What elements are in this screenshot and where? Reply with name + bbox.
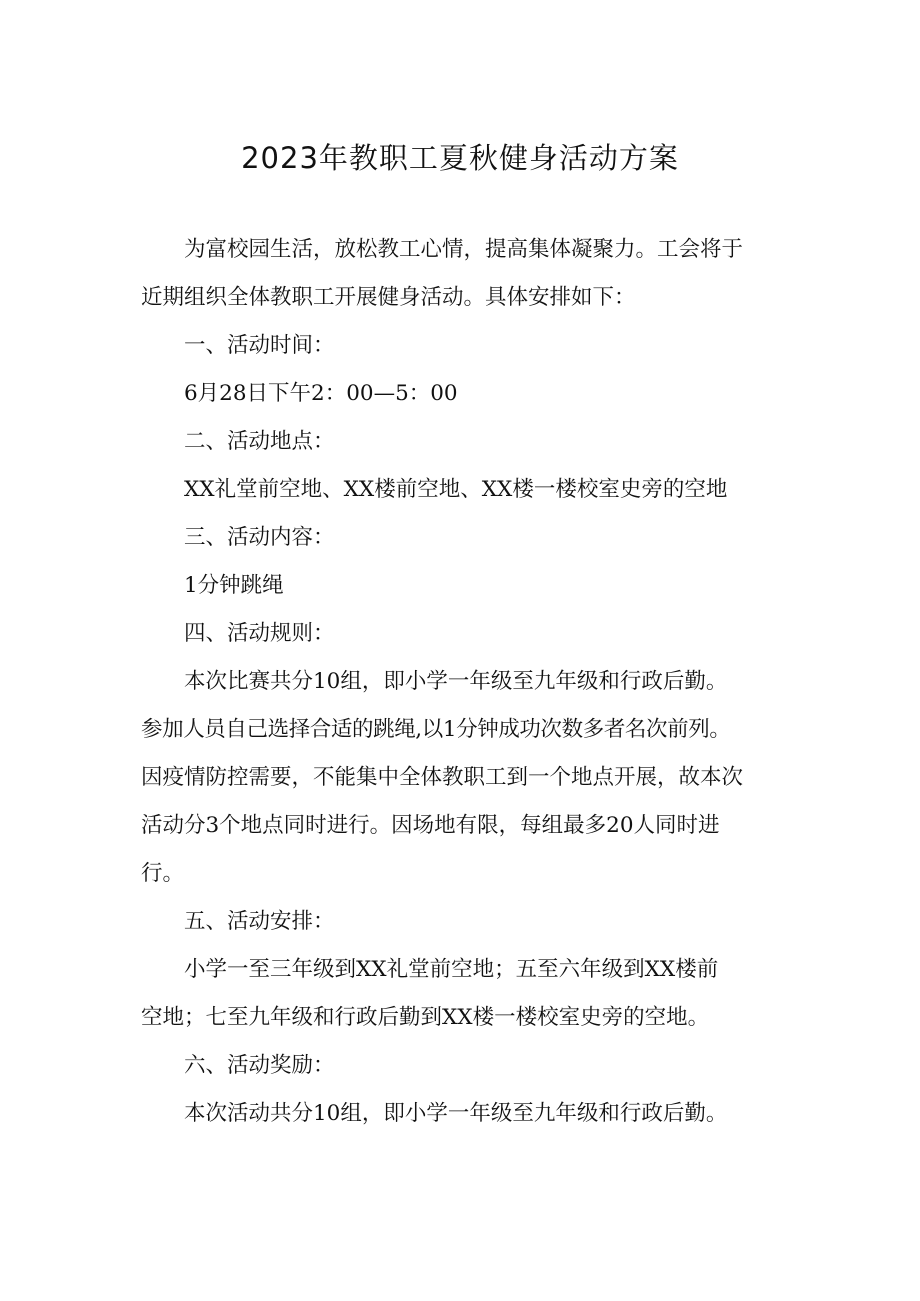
heading-text: 四、活动规则： xyxy=(184,621,335,646)
text-line: XX礼堂前空地、XX楼前空地、XX楼一楼校室史旁的空地 xyxy=(184,477,728,502)
text-line: 本次活动共分10组，即小学一年级至九年级和行政后勤。 xyxy=(184,1101,728,1126)
text-line: 6月28日下午2：00—5：00 xyxy=(184,381,458,406)
heading-text: 一、活动时间： xyxy=(184,333,335,358)
section-heading-content xyxy=(141,514,783,562)
content-paragraph xyxy=(141,562,783,610)
rules-paragraph xyxy=(141,658,783,898)
text-line: 小学一至三年级到XX礼堂前空地；五至六年级到XX楼前 xyxy=(184,957,719,982)
text-line: 活动分3个地点同时进行。因场地有限，每组最多20人同时进 xyxy=(141,813,720,838)
document-body xyxy=(141,226,783,1138)
section-heading-reward xyxy=(141,1042,783,1090)
text-line: 参加人员自己选择合适的跳绳,以1分钟成功次数多者名次前列。 xyxy=(141,717,731,742)
text-line: 本次比赛共分10组，即小学一年级至九年级和行政后勤。 xyxy=(184,669,728,694)
intro-paragraph xyxy=(141,226,783,322)
text-line: 因疫情防控需要，不能集中全体教职工到一个地点开展，故本次 xyxy=(141,765,744,790)
heading-text: 三、活动内容： xyxy=(184,525,335,550)
text-line: 空地；七至九年级和行政后勤到XX楼一楼校室史旁的空地。 xyxy=(141,1005,710,1030)
time-paragraph xyxy=(141,370,783,418)
section-heading-place xyxy=(141,418,783,466)
section-heading-time xyxy=(141,322,783,370)
place-paragraph xyxy=(141,466,783,514)
heading-text: 五、活动安排： xyxy=(184,909,335,934)
text-line: 近期组织全体教职工开展健身活动。具体安排如下： xyxy=(141,285,636,310)
text-line: 行。 xyxy=(141,861,185,886)
section-heading-arrangement xyxy=(141,898,783,946)
text-line: 1分钟跳绳 xyxy=(184,573,284,598)
arrangement-paragraph xyxy=(141,946,783,1042)
document-title: 2023年教职工夏秋健身活动方案 xyxy=(241,141,679,175)
reward-paragraph xyxy=(141,1090,783,1138)
text-line: 为富校园生活，放松教工心情，提高集体凝聚力。工会将于 xyxy=(184,237,744,262)
heading-text: 六、活动奖励： xyxy=(184,1053,335,1078)
section-heading-rules xyxy=(141,610,783,658)
heading-text: 二、活动地点： xyxy=(184,429,335,454)
